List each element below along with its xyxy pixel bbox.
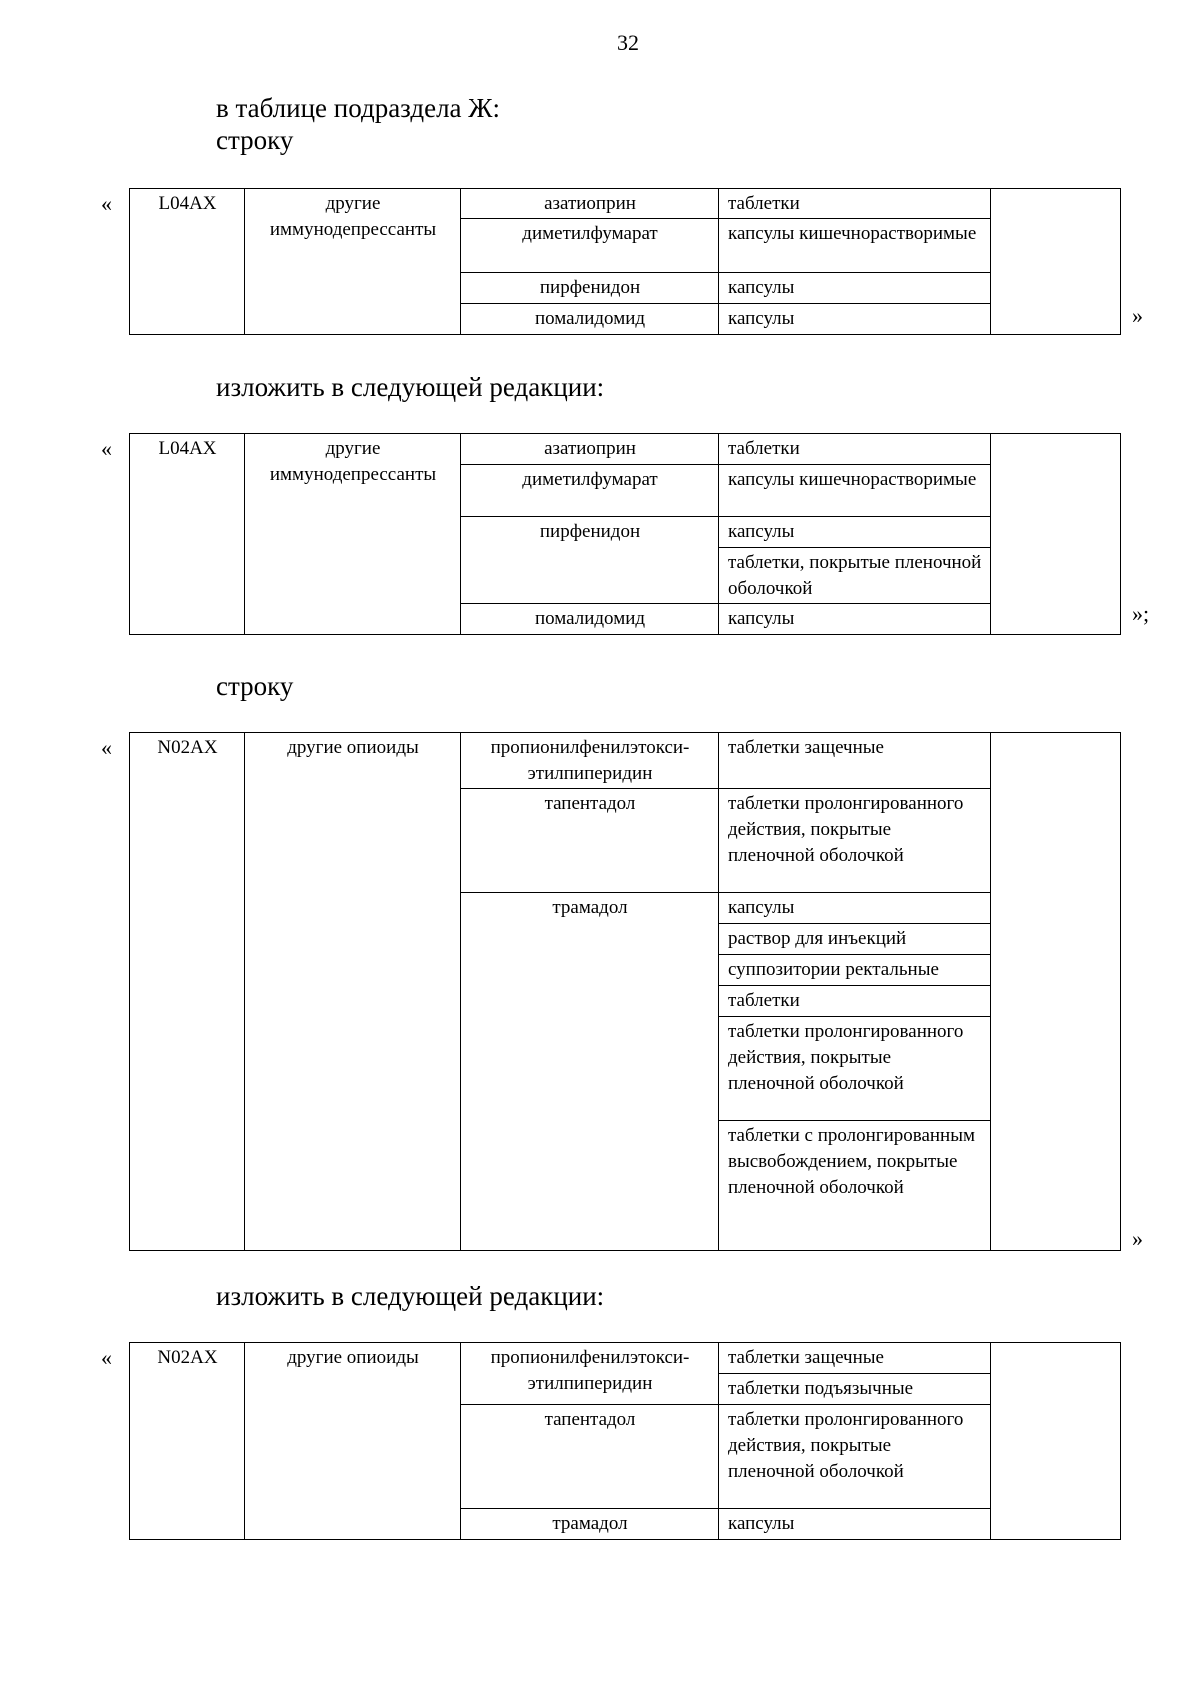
open-quote: « xyxy=(101,735,112,760)
group-name: другие опиоиды xyxy=(245,1343,461,1540)
substance-cell: пропионилфенилэтокси-этилпиперидин xyxy=(461,733,719,789)
substance-cell: пропионилфенилэтокси-этилпиперидин xyxy=(461,1343,719,1405)
substance-cell: тапентадол xyxy=(461,1405,719,1509)
heading-row: строку xyxy=(216,671,294,701)
substance-cell: азатиоприн xyxy=(461,434,719,465)
form-cell: таблетки с пролонгированным высвобождением, покрытые пленочной оболочкой xyxy=(719,1121,991,1251)
substance-cell: помалидомид xyxy=(461,304,719,335)
substance-cell: помалидомид xyxy=(461,604,719,635)
empty-cell xyxy=(991,1343,1121,1540)
empty-cell xyxy=(991,189,1121,335)
form-cell: капсулы xyxy=(719,604,991,635)
intro-line-2: строку xyxy=(216,125,294,155)
table-3-old-n02ax xyxy=(129,732,1121,1251)
heading-new-edition: изложить в следующей редакции: xyxy=(216,1281,605,1311)
table-row xyxy=(130,434,1121,465)
form-cell: таблетки подъязычные xyxy=(719,1374,991,1405)
form-cell: таблетки, покрытые пленочной оболочкой xyxy=(719,548,991,604)
form-cell: капсулы xyxy=(719,517,991,548)
form-cell: таблетки xyxy=(719,434,991,465)
table-2-new-l04ax xyxy=(129,433,1121,635)
close-quote: » xyxy=(1132,1226,1143,1251)
atc-code: N02AX xyxy=(130,733,245,1251)
table-row xyxy=(130,189,1121,219)
empty-cell xyxy=(991,434,1121,635)
form-cell: таблетки пролонгированного действия, покрытые пленочной оболочкой xyxy=(719,1405,991,1509)
substance-cell: трамадол xyxy=(461,893,719,1251)
form-cell: капсулы кишечнорастворимые xyxy=(719,219,991,273)
form-cell: капсулы кишечнорастворимые xyxy=(719,465,991,517)
form-cell: капсулы xyxy=(719,893,991,924)
substance-cell: трамадол xyxy=(461,1509,719,1540)
form-cell: таблетки xyxy=(719,189,991,219)
atc-code: L04AX xyxy=(130,434,245,635)
form-cell: капсулы xyxy=(719,273,991,304)
group-name: другие иммунодепрессанты xyxy=(245,434,461,635)
form-cell: таблетки пролонгированного действия, покрытые пленочной оболочкой xyxy=(719,789,991,893)
table-1-old-l04ax xyxy=(129,188,1121,335)
form-cell: капсулы xyxy=(719,304,991,335)
substance-cell: азатиоприн xyxy=(461,189,719,219)
close-quote: » xyxy=(1132,303,1143,328)
table-row xyxy=(130,1343,1121,1374)
group-name: другие опиоиды xyxy=(245,733,461,1251)
substance-cell: пирфенидон xyxy=(461,273,719,304)
form-cell: раствор для инъекций xyxy=(719,924,991,955)
close-quote-semicolon: »; xyxy=(1132,601,1150,626)
substance-cell: пирфенидон xyxy=(461,517,719,604)
open-quote: « xyxy=(101,1345,112,1370)
empty-cell xyxy=(991,733,1121,1251)
table-row xyxy=(130,733,1121,789)
form-cell: капсулы xyxy=(719,1509,991,1540)
group-name: другие иммунодепрессанты xyxy=(245,189,461,335)
form-cell: таблетки защечные xyxy=(719,733,991,789)
open-quote: « xyxy=(101,191,112,216)
form-cell: таблетки защечные xyxy=(719,1343,991,1374)
substance-cell: тапентадол xyxy=(461,789,719,893)
atc-code: N02AX xyxy=(130,1343,245,1540)
heading-new-edition: изложить в следующей редакции: xyxy=(216,372,605,402)
open-quote: « xyxy=(101,436,112,461)
table-4-new-n02ax xyxy=(129,1342,1121,1540)
form-cell: таблетки xyxy=(719,986,991,1017)
atc-code: L04AX xyxy=(130,189,245,335)
page-number: 32 xyxy=(617,30,639,55)
substance-cell: диметилфумарат xyxy=(461,465,719,517)
form-cell: таблетки пролонгированного действия, покрытые пленочной оболочкой xyxy=(719,1017,991,1121)
form-cell: суппозитории ректальные xyxy=(719,955,991,986)
intro-line-1: в таблице подраздела Ж: xyxy=(216,93,500,123)
substance-cell: диметилфумарат xyxy=(461,219,719,273)
